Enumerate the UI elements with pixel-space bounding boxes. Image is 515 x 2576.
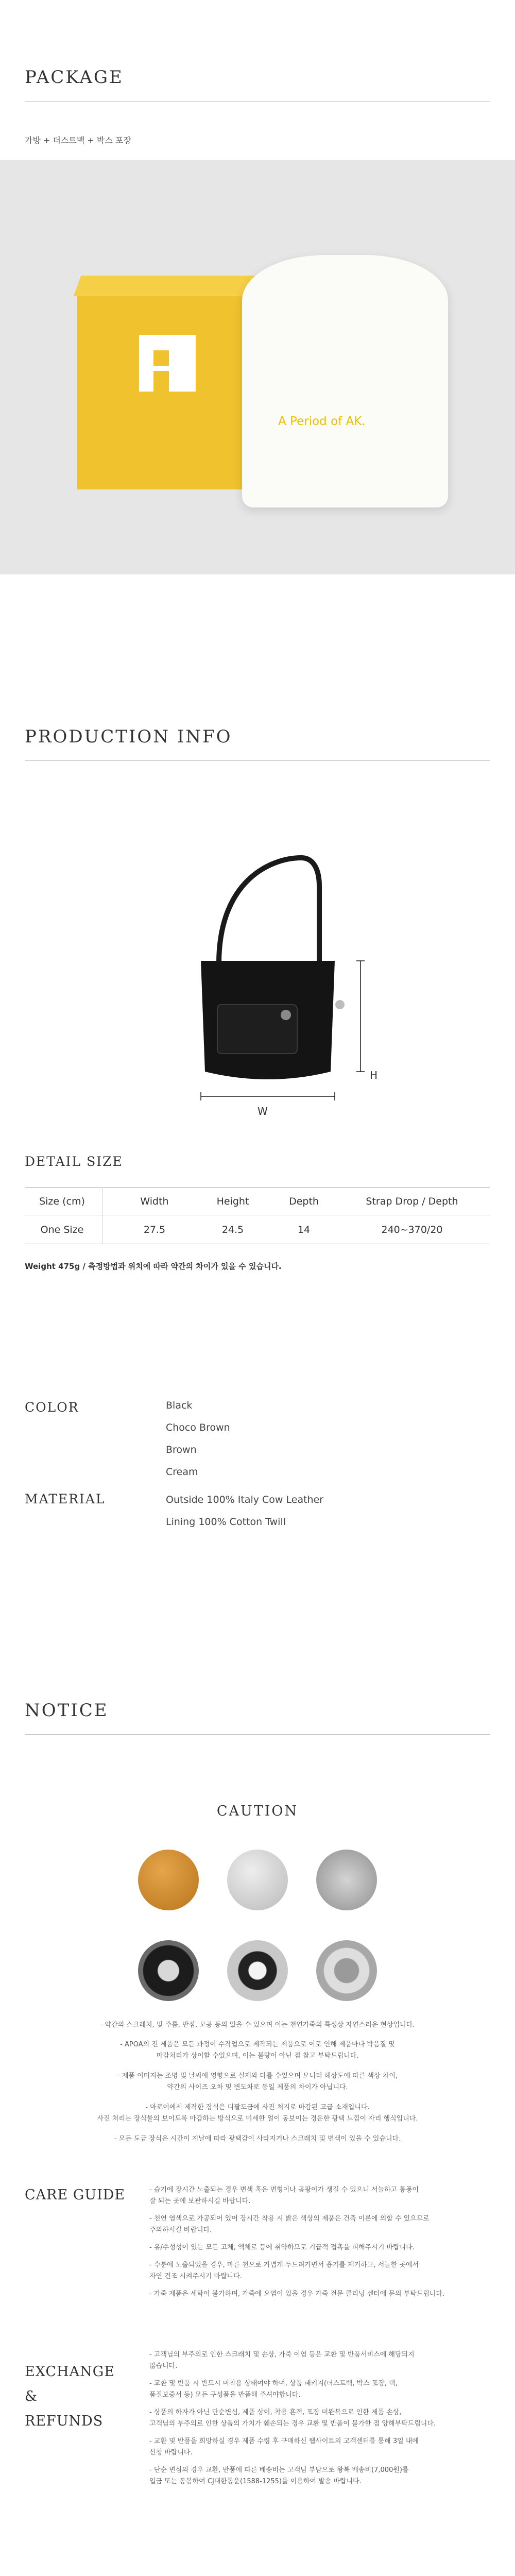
header-depth: Depth: [289, 1196, 319, 1207]
notice-divider: [25, 1734, 490, 1735]
exchange-line: 품질보증서 등) 모든 구성품을 반품해 주셔야합니다.: [149, 2391, 301, 2399]
package-photo: [0, 160, 515, 574]
row-strap: 240~370/20: [381, 1224, 443, 1235]
care-guide-label: CARE GUIDE: [25, 2187, 126, 2203]
texture-sample-icon: [316, 1850, 377, 1910]
dust-bag-text: A Period of AK.: [278, 415, 366, 428]
care-line: - 유/수성성이 있는 모든 고체, 액체로 등에 취약하므로 기급적 접촉을 피해주시기 바랍니다.: [149, 2244, 415, 2251]
header-width: Width: [140, 1196, 169, 1207]
scratch-sample-icon: [227, 1850, 288, 1910]
notice-title: NOTICE: [25, 1700, 109, 1721]
notice-line-5: 약간의 사이즈 오차 및 변도차로 동일 제품의 차이가 아닙니다.: [167, 2083, 348, 2091]
material-label: MATERIAL: [25, 1492, 106, 1506]
color-brown: Brown: [166, 1444, 197, 1455]
metal-ring-sample-icon: [316, 1940, 377, 2001]
dust-bag: [242, 255, 448, 507]
care-line: 잘 되는 곳에 보관하시길 바랍니다.: [149, 2197, 251, 2205]
buckle-sample-icon: [227, 1940, 288, 2001]
bag-strap: [219, 858, 319, 963]
dim-h-label: H: [370, 1069, 378, 1081]
production-divider: [25, 760, 490, 761]
row-size: One Size: [40, 1224, 84, 1235]
exchange-text: [149, 2349, 479, 2487]
row-depth: 14: [297, 1224, 311, 1235]
care-guide-text: [149, 2184, 479, 2300]
care-line: 자연 건조 시켜주시기 바랍니다.: [149, 2273, 242, 2280]
row-height: 24.5: [221, 1224, 244, 1235]
exchange-line: - 상품의 하자가 아닌 단순변심, 제품 상이, 착용 흔적, 포장 미완복으로 인한 제품 손상,: [149, 2409, 402, 2416]
logo-mark-inner: [153, 350, 169, 366]
logo-mark: [139, 335, 196, 392]
logo-mark-notch: [153, 371, 169, 392]
header-strap: Strap Drop / Depth: [366, 1196, 458, 1207]
header-height: Height: [216, 1196, 249, 1207]
color-cream: Cream: [166, 1466, 198, 1478]
notice-line-4: - 제품 이미지는 조명 및 날씨에 영향으로 실제와 다를 수있으며 모니터 해상도에 따른 색상 차이,: [117, 2072, 398, 2080]
exchange-label: [25, 2360, 115, 2434]
care-line: 주의하시길 바랍니다.: [149, 2226, 212, 2234]
package-title: PACKAGE: [25, 67, 124, 88]
exchange-label-line: REFUNDS: [25, 2413, 104, 2429]
notice-line-8: - 모든 도금 장식은 시간이 지날에 따라 광택감이 사라지거나 스크래치 및 변색이 있을 수 있습니다.: [114, 2135, 401, 2143]
bag-clasp: [281, 1010, 291, 1020]
color-label: COLOR: [25, 1400, 79, 1415]
notice-line-2: - APOA의 전 제품은 모든 과정이 수작업으로 제작되는 제품으로 이로 인해 제품마다 박음질 및: [120, 2041, 395, 2048]
dim-w-label: W: [258, 1105, 268, 1117]
row-width: 27.5: [143, 1224, 166, 1235]
exchange-line: - 고객님의 부주의로 인한 스크래치 및 손상, 가죽 이염 등은 교환 및 반품서비스에 해당되지: [149, 2351, 415, 2359]
bag-charm: [335, 1000, 345, 1009]
care-line: - 가죽 제품은 세탁이 불가하며, 가죽에 오염이 있을 경우 가죽 전문 클리닝 센터에 문의 부탁드립니다.: [149, 2290, 445, 2298]
bag-dimension-figure: [170, 850, 366, 1139]
weight-note: Weight 475g / 측정방법과 위치에 따라 약간의 차이가 있을 수 있습니다.: [25, 1262, 282, 1271]
material-outside: Outside 100% Italy Cow Leather: [166, 1494, 324, 1505]
care-line: - 습기에 장시간 노출되는 경우 변색 혹은 변형이나 곰팡이가 생길 수 있으니 서늘하고 통풍이: [149, 2186, 419, 2194]
notice-line-1: - 약간의 스크레치, 및 주름, 반점, 모공 등의 있을 수 있으며 이는 천연가죽의 특성상 자연스러운 현상입니다.: [100, 2021, 415, 2029]
exchange-line: 고객님의 부주의로 인한 상품의 가치가 훼손되는 경우 교환 및 반품이 불가한 점 양해부탁드립니다.: [149, 2420, 436, 2428]
exchange-label-line: EXCHANGE: [25, 2364, 115, 2380]
care-line: - 수분에 노출되었을 경우, 마른 천으로 가볍게 두드려가면서 흡기를 제거하고, 서늘한 곳에서: [149, 2261, 419, 2269]
exchange-line: - 단순 변심의 경우 교환, 반품에 따른 배송비는 고객님 부담으로 왕복 배송비(7,000원)를: [149, 2466, 409, 2474]
exchange-line: 않습니다.: [149, 2362, 178, 2370]
notice-line-7: 사진 처리는 장식물의 보이도록 마감하는 방식으로 미세한 얼이 동보이는 경운한 광택 느낌이 자리 행식입니다.: [97, 2115, 418, 2123]
exchange-line: 입금 또는 동봉하여 CJ대한통운(1588-1255)을 이용하여 발송 바랍니다.: [149, 2478, 362, 2485]
notice-line-6: - 마로어에서 제작한 장식은 디팔도금에 사진 처지로 마감된 고급 소재입니다.: [145, 2104, 370, 2111]
care-line: - 천연 염색으로 가공되어 있어 장시간 착용 시 밝은 색상의 제품은 건축 이론에 의할 수 있으므로: [149, 2215, 430, 2223]
exchange-line: - 교환 및 반품을 희망하실 경우 제품 수령 후 구매하신 웹사이트의 고객센터를 통해 3일 내에: [149, 2437, 419, 2445]
leather-sample-icon: [138, 1850, 199, 1910]
caution-title: CAUTION: [216, 1803, 299, 1819]
color-choco-brown: Choco Brown: [166, 1422, 230, 1433]
material-lining: Lining 100% Cotton Twill: [166, 1516, 286, 1528]
clasp-sample-icon: [138, 1940, 199, 2001]
exchange-line: 신청 바랍니다.: [149, 2449, 193, 2456]
exchange-label-line: &: [25, 2388, 38, 2404]
detail-size-title: DETAIL SIZE: [25, 1154, 123, 1169]
header-size: Size (cm): [39, 1196, 85, 1207]
color-black: Black: [166, 1400, 193, 1411]
production-title: PRODUCTION INFO: [25, 726, 232, 747]
exchange-line: - 교환 및 반품 시 반드시 미착용 상태여야 하며, 상품 패키지(더스트백, 박스 포장, 택,: [149, 2380, 398, 2387]
notice-line-3: 마감처리가 상이할 수있으며, 이는 불량이 아닌 점 참고 부탁드립니다.: [156, 2052, 359, 2060]
package-subtitle: 가방 + 더스트백 + 박스 포장: [25, 135, 131, 145]
